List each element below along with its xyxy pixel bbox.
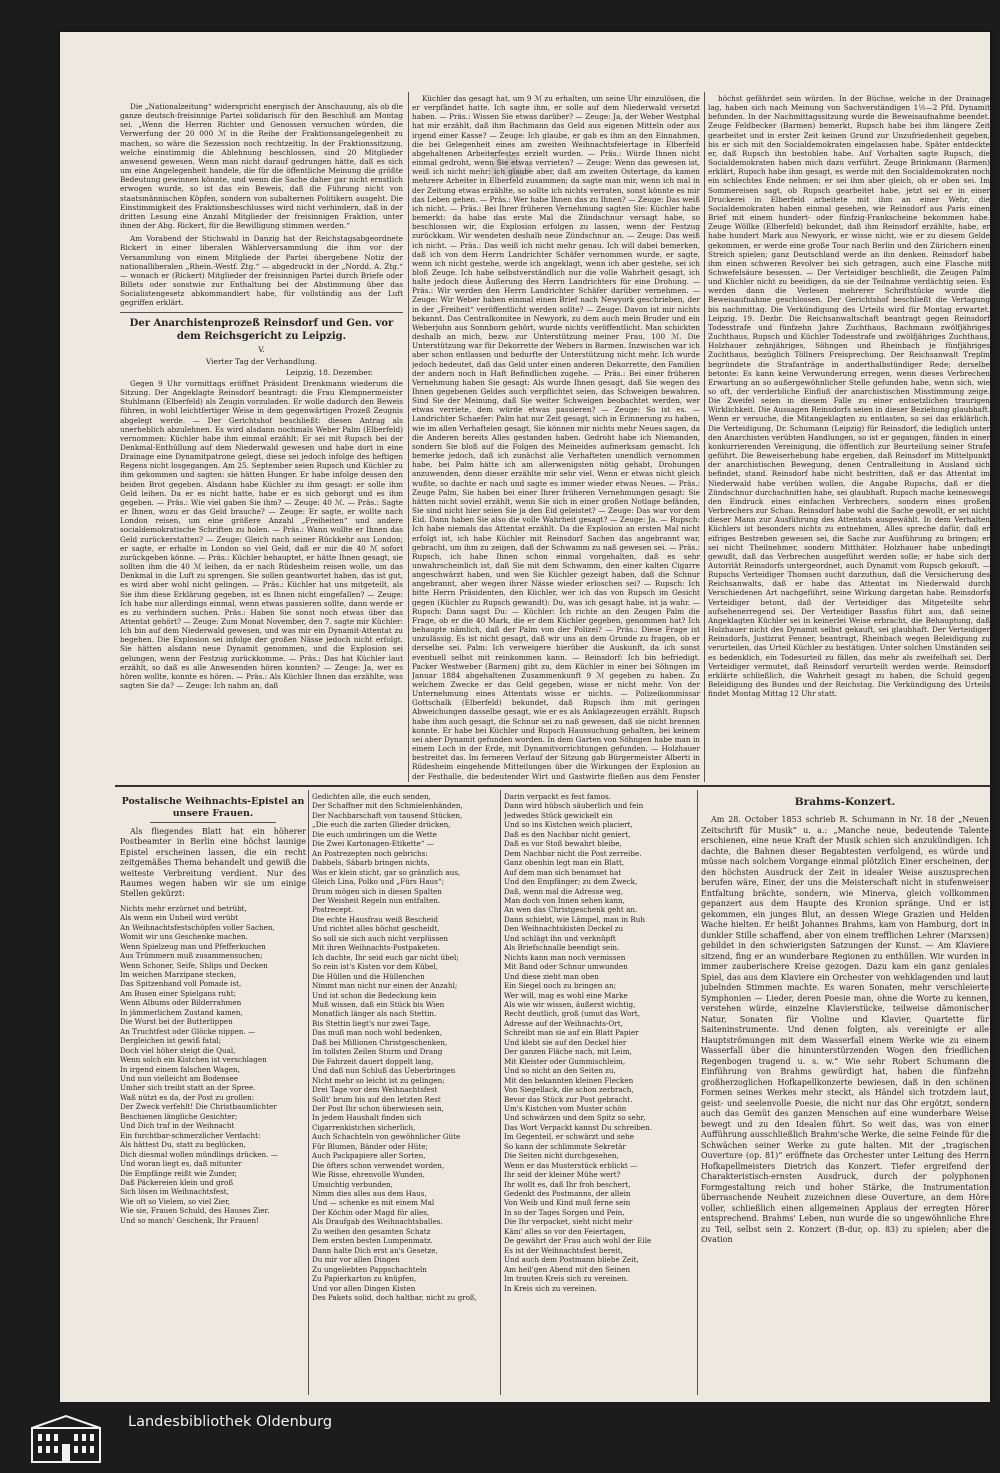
poem-verses-2: Gedichten alle, die euch senden, Der Schaffner mit den Schmielenhänden, Der Nachbarschaft von tausend Stücken, „Die euch die zarten Glieder drücken, Die euch umbringen um die Wette Die Zwei Kartonagen-Etikette“ — An Postrezepten noch gebrichs: Dabbels, Säbarb bringen nichts, Was er klein sticht, gar so gränzlich aus, Gleich Lina, Polko und „Fürs Haus“; Drum mögen sich in diesen Spalten Der Weisheit Regeln nun entfalten. Postrecept. Die echte Hausfrau weiß Bescheid Und richtet alles höchst gescheidt, So soll sie sich auch nicht verplüssen Mit ihren Weihnachts-Postpaketen. Ich dachte, Ihr seid euch gar nicht übel; So rein ist's Kisten vor dem Kübel, Die Hüllen und die Hüllenchen Nimmt man nicht nur einen der Anzahl; Und ist schon die Bedeckung kein Muß wissen, daß ein Stück bis Wien Monatlich länger als nach Stettin. Bis Stettin liegt's nur zwei Tage, Das muß man noch wohl bedenken, Daß bei Millionen Christgeschenken, Im tollsten Zeilen Sturm und Drang Die Fahrzeit dauert doppelt lang, Und daß nun Schluß das Ueberbringen Nicht mehr so leicht ist zu gelingen; Drei Tage vor dem Weihnachtsfest Sollt' brum bis auf den letzten Rest Der Post Ihr schon überwiesen sein, In jedem Haushalt finden sich Cigarrenkistchen sicherlich, Auch Schachteln von gewöhnlicher Güte Für Blumen, Bänder oder Hüte; Auch Packpapiere aller Sorten, Die öfters schon verwendet worden, Wie Risse, ehrenvolle Wunden, Umsichtig verbunden, Nimm dies alles aus dem Haus, Und — schenke es mit einem Mal Der Köchin oder Magd für alles, Als Draufgab des Weihnachtsballes. Zu weihen den gesamten Schatz Dem ersten besten Lumpenmatz. Dann halte Dich erst an's Gesetze, Du mir vor allen Dingen Zu ungeliebten Pappschachteln Zu Papierkarton zu knüpfen, Und vor allen Dingen Kisten Des Pakets solid, doch haltbar, nicht zu groß,	[312, 792, 478, 1303]
poem-column-2	[312, 792, 497, 1392]
column-right-top	[708, 94, 990, 782]
anarchist-trial-headline: Der Anarchistenprozeß Reinsdorf und Gen. vor dem Reichsgericht zu Leipzig.	[129, 318, 394, 343]
column-rule-2	[704, 92, 705, 782]
newspaper-page	[60, 32, 990, 1402]
brahms-title: Brahms-Konzert.	[794, 796, 896, 808]
poem-intro-column	[120, 792, 306, 1392]
column-rule-3	[308, 790, 309, 1395]
poem-verses-3: Darin verpackt es fest famos. Dann wird hübsch säuberlich und fein Jedwedes Stück gewickelt ein Und so ins Kistchen weich placiert, Daß es den Nachbar nicht geniert, Daß es vor Stoß bewahrt bleibe, Dem Nachbar nicht die Post zerreibe. Ganz obenhin legt man ein Blatt, Auf dem man sich benamset hat Und den Empfänger; zu dem Zweck, Daß, wenn mal die Adresse weg, Man doch von Innen sehen kann, An wen das Christgeschenk geht an. Dann schiebt, wie Lämpel, man in Ruh Den Weihnachtskisten Deckel zu Und schlägt ihn und verknüpft Als Briefschnalle beendigt sein. Nichts kann man noch vermissen Mit Band oder Schnur umwunden Und diese zieht man oben Ein Siegel noch zu bringen an; Wer will, mag es wohl eine Marke Als wie wir wissen, äußerst wichtig, Recht deutlich, groß (umut das Wort, Adresse auf der Weihnachts-Ort, Schreibt man sie auf ein Blatt Papier Und klebt sie auf den Deckel hier Der ganzen Fläche nach, mit Leim, Mit Kleister oder Gummischleim, Und so nicht an den Seiten zu, Mit den bekannten kleinen Flecken Von Siegellack, die schon zerbrach, Bevor das Stück zur Post gebracht. Um's Kistchen vom Muster schön Und schwärzen und dem Spitz so sehr, Das Wort Verpackt kannst Du schreiben. Im Gegenteil, er schwärzt und sehe So kann der schlimmste Sekretär Die Seiten nicht durchgesehen, Wenn er das Musterstück erblickt — Ihr seid der kleiner Mühe wert? Ihr wollt es, daß Ihr froh beschert, Gedenkt des Postmanns, der allein Von Weib und Kind muß ferne sein In so der Tages Sorgen und Pein, Die Ihr verpacket, sieht nicht mehr Käm' alles so vor den Feiertagen, De gewährt der Frau auch wohl der Eile Es ist der Weihnachtsfest bereit, Und auch dem Postmann bliebe Zeit, Am heil'gen Abend mit den Seinen Im trauten Kreis sich zu vereinen. In Kreis sich zu vereinen.	[504, 792, 653, 1293]
dateline: Leipzig, 18. Dezember.	[285, 367, 373, 377]
part-number: V.	[258, 345, 265, 355]
poem-column-3	[504, 792, 694, 1392]
section-divider	[115, 785, 990, 787]
column-mid-top	[412, 94, 700, 782]
danzig-paragraph: Am Vorabend der Stichwahl in Danzig hat der Reichstagsabgeordnete Rickert in einer liberalen Wählerversammlung die ihm vor der Versammlung von einem Mitgliede der Partei übergebene Notiz der nationalliberalen „Rhein.-Westf. Ztg.“ — abgedruckt in der „Nordd. A. Ztg.“ — wonach er (Rickert) Mitglieder der freisinnigen Partei durch Briefe oder Billets oder sonstwie zur Enthaltung bei der Abstimmung über das Socialistengesetz abkommandiert habe, für vollständig aus der Luft gegriffen erklärt.	[120, 234, 403, 308]
trial-day: Vierter Tag der Verhandlung.	[205, 356, 318, 366]
trial-report-text: Gegen 9 Uhr vormittags eröffnet Präsident Drenkmann wiederum die Sitzung. Der Angeklagte Reinsdorf beantragt: die Frau Klempnermeister Stuhlmann (Elberfeld) als Zeugin vorzuladen. Er wolle dadurch den Beweis führen, in wohl leichtfertiger Weise in dem gegenwärtigen Prozeß Zeugnis abgelegt werde. — Der Gerichtshof beschließt: diesen Antrag als unerheblich abzulehnen. Es wird alsdann nochmals Weber Palm (Elberfeld) vernommen: Küchler habe ihm einmal erzählt: Er sei mit Rupsch bei der Denkmal-Enthüllung auf dem Niederwald gewesen und habe dort in eine Drainage eine Dynamitpatrone gelegt, diese sei jedoch infolge des heftigen Regens nicht losgegangen. Am 25. September seien Rupsch und Küchler zu ihm gekommen und sagten: sie hätten Hunger. Er habe infolge dessen den beiden Brot gegeben. Alsdann habe Küchler zu ihm gesagt: er solle ihm Geld leihen. Da er es nicht hatte, habe er es sich geborgt und es ihm gegeben. — Präs.: Wie viel gaben Sie ihm? — Zeuge: 40 ℳ. — Präs.: Sagte er Ihnen, wozu er das Geld brauche? — Zeuge: Er sagte, er wollte nach London reisen, um eine größere Anzahl „Freiheiten“ und andere socialdemokratische Schriften zu holen. — Präs.: Wann wollte er Ihnen das Geld zurückerstatten? — Zeuge: Gleich nach seiner Rückkehr aus London; er sagte, er erhalte in London so viel Geld, daß er mir die 40 ℳ sofort zurückgeben könne. — Präs.: Küchler behauptet, er hätte Ihnen gesagt, sie sollten ihm die 40 ℳ leihen, da er nach Rüdesheim reisen wolle, um das Denkmal in die Luft zu sprengen. Sie sollen geantwortet haben, das ist gut, es wird aber wohl nicht gelingen. — Präs.: Küchler hat uns mitgeteilt, als Sie ihm diese Erklärung gegeben, ist es Ihnen nicht eingefallen? — Zeuge: Ich habe nur allerdings einmal, wenn etwas passieren sollte, dann werde er es zu verhindern suchen. Präs.: Haben Sie sonst noch etwas über das Attentat gehört? — Zeuge: Zum Monat November, den 7. sagte mir Küchler: Ich bin auf dem Niederwald gewesen, und was mir ein Dynamit-Attentat zu begehen. Die Explosion sei infolge der großen Nässe jedoch nicht erfolgt. Sie hätten alsdann neue Dynamit genommen, und die Explosion sei gelungen, wenn der Festzug zurückkomme. — Präs.: Das hat Küchler laut erzählt, so daß es alle Anwesenden hören konnten? — Zeuge: Ja, wer es hören wollte, konnte es hören. — Präs.: Als Küchler Ihnen das erzählte, was sagten Sie da? — Zeuge: Ich nahm an, daß	[120, 378, 403, 691]
column-rule-4	[500, 790, 501, 1395]
brahms-column	[701, 792, 989, 1392]
library-building-icon	[30, 1414, 102, 1464]
poem-title: Postalische Weihnachts-Epistel an unsere Frauen.	[121, 796, 305, 819]
footer-bar	[0, 1402, 1000, 1473]
poem-introduction: Als fliegendes Blatt hat ein höherer Postbeamter in Berlin eine höchst launige Epistel erscheinen lassen, die ein recht zeitgemäßes Thema behandelt und gewiß die weiteste Verbreitung verdient. Nur des Raumes wegen haben wir sie um einige Stellen gekürzt:	[120, 827, 306, 899]
library-name: Landesbibliothek Oldenburg	[128, 1414, 333, 1430]
trial-report-conclusion: höchst gefährdet sein würden. In der Büchse, welche in der Drainage lag, haben sich nach Meinung von Sachverständigen 1½—2 Pfd. Dynamit befunden. In der Nachmittagssitzung wurde die Beweisaufnahme beendet. Zeuge Feldbecker (Barmen) bemerkt, Rupsch habe bei ihm längere Zeit gearbeitet und in erster Zeit keinen Grund zur Unzufriedenheit gegeben, bis er sich mit den Socialdemokraten eingelassen habe. Später entdeckte er, daß Rupsch ihn bestohlen habe. Auf Vorhalten sagte Rupsch, die Socialdemokraten haben mich dazu verführt. Zeuge Brinkmann (Barmen) erklärt, Rupsch habe ihm gesagt, es werde mit den Socialdemokraten noch ein schlechtes Ende nehmen; er sei ihm aber gleich, ob er oben sei. Im Sommereisen sagt, ob Rupsch gearbeitet habe, jetzt sei er in einer Druckerei in Elberfeld arbeitete mit ihm an einer Wehr, die Socialdemokraten haben einmal gesehen, wie Reinsdorf aus Paris einen Brief mit einem hundert- oder fünfzig-Frankscheine bekommen habe. Zeuge Wöllke (Elberfeld) bekundet, daß ihm Reinsdorf erzählte, habe, er habe hundert Mark aus Newyork, er wisse nicht, wie er zu diesem Gelde gekommen, er werde eine große Tour nach Berlin und den Zürichern einen Streich spielen; ganz Deutschland werde an ihn denken. Reinsdorf habe ihm einen schweren Revolver bei sich getragen, auch eine Flasche mit Schwefelsäure besessen. — Der Verteidiger beschließt, die Zeugen Palm und Küchler nicht zu beeidigen, da sie der Teilnahme verdächtig seien. Es werden dann die Verlesen mehrerer Schriftstücke wurde die Beweisaufnahme geschlossen. Der Gerichtshof beschließt die Vertagung bis nachmittag. Die Verkündigung des Urteils wird für Montag erwartet. Leipzig, 19. Dezbr. Die Reichsanwaltschaft beantragt gegen Reinsdorf Todesstrafe und fünfzehn Jahre Zuchthaus, Bachmann zwölfjähriges Zuchthaus, Rupsch und Küchler Todesstrafe und zwölfjähriges Zuchthaus, Holzhauer zehnjähriges, Söhngen und Rheinbach je fünfjähriges Zuchthaus, bezüglich Töllners Freisprechung. Der Reichsanwalt Treplin begründete die Strafanträge in anderthalbstündiger Rede; derselbe betonte: Es kann keine Verwunderung erregen, wenn dieses Verbrechen Erwartung an so außergewöhnlicher Stelle gefunden habe, wenn sich, wie so oft, der verderbliche Einfluß der anarchistischen Misstimmung zeige. Die Zweifel seien in diesem Falle zu einer entsetzlichen traurigen Wirklichkeit. Die Aussagen Reinsdorfs seien in dieser Beziehung glaubhaft. Wenn er versuche, die Mitangeklagten zu entlasten, so sei das erklärlich. Die Verteidigung, Dr. Schumann (Leipzig) für Reinsdorf, die lediglich unter den Anarchisten verübten Handlungen, so ist er gegangen, fänden in einer konkurrierenden Vereinigung, die öffentlich zur Beurteilung seiner Strafe geführt. Die Beweiserhebung habe ergeben, daß Reinsdorf im Mittelpunkt der anarchistischen Bewegung, denen Centralleitung in Ausland sich befindet, stand. Reinsdorf habe nicht bestritten, daß er das Attentat im Niederwald habe verüben wollen, die Angabe Rupschs, daß er die Zündschnur durchschnitten habe, sei glaubhaft. Rupsch mache keineswegs den Eindruck eines einfachen Verbrechers, sondern eines großen Verbrechers zur Schau. Reinsdorf habe wohl die Sache gewollt, er sei nicht dieser Mann zur Ausführung des Attentats ausgewählt. In dem Verhalten Küchlers ist besonders nichts zu entnehmen, Alles spreche dafür, daß er eifriges Bestreben gewesen sei, die Sache zur Ausführung zu bringen; er sei nicht Theilnehmer, sondern Mitthäter. Holzhauer habe unbedingt gewußt, daß das Verbrechen ausgeführt werden solle; er habe sich der Autorität Reinsdorfs untergeordnet, auch Dynamit vom Rupsch gekauft. — Rupschs Verteidiger Thomsen sucht darzuthun, daß die Versicherung des Reichsanwalts, daß er habe das Attentat im Niederwald durch Verschiedenen Art nachgeführt, seine Wirkung dargetan habe. Reinsdorfs Verteidiger betont, daß der Verteidiger das Mitgeteilte sehr aufsehenerregend sei. Der Verteidiger Bassfus führt aus, daß seine Angeklagten Küchler sei in keinerlei Weise erbracht, die Behauptung, daß Holzhauer nicht des Dynamit selbst gekauft, sei glaubhaft. Der Verteidiger Reinsdorfs, Justizrat Fenner, beantragt, Rheinbach wegen Beleidigung zu verurteilen, das Urteil Küchler zu bestätigen. Unter solchen Umständen sei es bedenklich, ein Todesurteil zu fällen, das mehr als zweifelhaft sei. Der Verteidiger vermutet, daß Reinsdorf verurteilt werden werde. Reinsdorf erklärte schließlich, die Wahrheit gesagt zu haben, die Schuld gegen Beleidigung des Bundes und der Reichstag. Die Verkündigung des Urteils findet Montag Mittag 12 Uhr statt.	[708, 94, 990, 699]
column-rule-1	[408, 92, 409, 782]
column-rule-5	[697, 790, 698, 1395]
brahms-article: Am 28. October 1853 schrieb R. Schumann in Nr. 18 der „Neuen Zeitschrift für Musik“ u. a.: „Manche neue, bedeutende Talente erschienen, eine neue Kraft der Musik schien sich anzukündigen. Ich dachte, die Bahnen dieser Begabtesten verfolgend, es würde und müsse nach solchem Vorgange einmal plötzlich Einer erscheinen, der den höchsten Ausdruck der Zeit in idealer Weise auszusprechen berufen wäre, Einer, der uns die Meisterschaft nicht in stufenweiser Entfaltung brächte, sondern, wie Minerva, gleich vollkommen gepanzert aus dem Haupte des Kronion spränge. Und er ist gekommen, ein junges Blut, an dessen Wiege Grazien und Helden Wache hielten. Er heißt Johannes Brahms, kam von Hamburg, dort in dunkler Stille schaffend, aber von einem trefflichen Lehrer (Marxsen) gebildet in den schwierigsten Satzungen der Kunst. — Am Klaviere sitzend, fing er an wunderbare Regionen zu enthüllen. Wir wurden in immer zauberischere Kreise gezogen. Dazu kam ein ganz geniales Spiel, das aus dem Klaviere ein Orchester von wehklagenden und laut jubelnden Stimmen machte. Es waren Sonaten, mehr verschleierte Symphonien — Lieder, deren Poesie man, ohne die Worte zu kennen, verstehen würde, einzelne Klavierstücke, teilweise dämonischer Natur, Sonaten für Violine und Klavier, Quartette für Saiteninstrumente. Und denen folgten, als vereinigte er alle Hauptströmungen mit dem Wasserfall einem Werke wie zu einem Wasserfall über die hinunterstürzenden Wogen den friedlichen Regenbogen tragend u. s. w.“ Wie sehr Robert Schumann die Einführung von Brahms gewürdigt hat, haben die fünfzehn großherzoglichen Hofkapellkonzerte bewiesen, daß in den schönen Formen seines Werkes mehr steckt, als Händel sich trotzdem laut, geist- und seelenvolle Poesie, die nicht nur das Ohr ergötzt, sondern auch das Gemüt des ganzen Menschen auf eine wunderbare Weise bewegt und zu den Idealen führt. So weit das, was von einer Aufführung ausschließlich Brahm'sche Werke, die seine Feinde für die Schwächen seiner Werke zu gute halten. Mit der „tragischen Ouverture (op. 81)“ eröffnete das Orchester unter Leitung des Herrn Hofkapellmeisters Dietrich das Konzert. Tiefer ergreifend der Charakteristisch-ernsten Ausdruck, durch der polyphonen Formgestaltung reich und hoher Stärke, die Instrumentation überraschende Neuheit zuzeichnen diese Ouverture, an dem Höre voller, schließlich einen allgemeinen Applaus der erregten Hörer entsprechend. Brahms' Leben, nun wurde die so ungewöhnliche Ehre zu Teil, selbst sein 2. Konzert (B-dur, op. 83) zu spielen; aber die Ovation	[701, 815, 989, 1244]
poem-verses-1: Nichts mehr erzürnet und betrübt, Als wenn ein Unheil wird verübt An Weihnachtsfestschöpfen voller Sachen, Womit wir uns Geschenke machen. Wenn Spielzeug man und Pfefferkuchen Aus Trümmern muß zusammensuchen; Wenn Schoner, Seife, Shlips und Decken Im weichen Marzipane stecken, Das Spitzenband voll Pomade ist, Am Busen einer Spielgans ruht; Wenn Albums oder Bilderrahmen In jämmerlichem Zustand kamen, Die Wurst bei der Butterlippen An Truchtfest oder Glöcke nippen. — Dergleichen ist gewiß fatal; Doch viel höher steigt die Qual, Wenn solch ein Kistchen ist verschlagen In irgend einem falschen Wagen, Und nun vielleicht am Bodensee Umher sich treibt statt an der Spree. Waß nützt es da, der Post zu grollen: Der Zweck verfehlt! Die Christbaumlichter Beschienen längliche Gesichter; Und Dich traf in der Weihnacht Ein furchtbar-schmerzlicher Verdacht: Als hättest Du, statt zu beglücken, Dich diesmal wollen mündlings drücken. — Und woran liegt es, daß mitunter Die Empfänge reißt wie Zunder, Daß Päckereien klein und groß Sich lösen im Weihnachtsfest, Wie oft so Vielem, so viel Zier, Wie sie, Frauen Schuld, des Hauses Zier. Und so manch' Geschenk, Ihr Frauen!	[120, 903, 278, 1225]
bleed-through-mark: ❧	[485, 132, 536, 202]
nationalzeitung-paragraph: Die „Nationalzeitung“ widerspricht energisch der Anschauung, als ob die ganze deutsch-freisinnige Partei solidarisch für den Beschluß am Montag sei. „Wenn die Herren Richter und Genossen versuchen würden, die Verwerfung der 20 000 ℳ in die Reihe der Fraktionsangelegenheit zu machen, so wäre die Sezession noch rechtzeitig. In der Fraktionssitzung, welche einstimmig die Ablehnung beschlossen, sind 20 Mitglieder anwesend gewesen. Wenn man nicht darauf gedrungen hätte, daß es sich um eine Angelegenheit handele, die für die öffentliche Meinung die größte Bedeutung gewinnen könnte, und wenn die Sache daher gar nicht ernstlich erwogen wurde, so ist das ein Beweis, daß die Führung nicht von staatsmännischen Köpfen, sondern von subalternen Politikern ausgeht. Die Einstimmigkeit des Fraktionsbeschlusses wird nicht verhindern, daß in der dritten Lesung eine Anzahl Mitglieder der freisinnigen Fraktion, unter ihnen der Abg. Rickert, für die Bewilligung stimmen werden.“	[120, 102, 403, 231]
column-left-top	[120, 102, 403, 782]
trial-report-continued: Küchler das gesagt hat, um 9 ℳ zu erhalten, um seine Uhr einzulösen, die er verpfändet hatte. Ich sagte ihm, er solle auf dem Niederwald versetzt haben. — Präs.: Wissen Sie etwas darüber? — Zeuge: Ja, der Weber Westphal hat mir erzählt, daß ihm Bachmann das Geld aus eigenen Mitteln oder aus irgend einer Kasse? — Zeuge: Ich glaube, er gab es ihm an den Einnahmen, die bei Gelegenheit eines am zweiten Weihnachtsfeiertage in Elberfeld abgehaltenen Arbeiterfestes erzielt wurden. — Präs.: Würde Ihnen nicht einmal gedroht, wenn Sie etwas verrieten? — Zeuge: Wenn das gewesen ist, weiß ich nicht mehr; ich glaube aber, daß am zweiten Ostertage, da kamen mehrere Arbeiter in Elberfeld zusammen; da sagte man mir, wenn ich mal in der Zeitung etwas erzählte, so sollte ich nichts verraten, sonst könnte es mir das Leben gehen. — Präs.: Wer habe Ihnen das zu Ihnen? — Zeuge: Das weiß ich nicht. — Präs.: Bei Ihrer früheren Vernehmung sagten Sie: Küchler habe bemerkt: da habe das erste Mal die Zündschnur versagt habe, so beschlossen wir, die Explosion erfolgen zu lassen, wenn der Festzug zurückkam. Wir wendeten deshalb neue Zündschnur an. — Zeuge: Das weiß ich nicht. — Präs.: Das weiß ich nicht mehr genau. Ich will dabei bemerken, daß ich von dem Herrn Landrichter Schäfer vernommen wurde, er sagte, wenn ich nicht gestehe, werde ich angeklagt, wenn ich aber gestehe, sei ich bloß Zeuge. Ich habe selbstverständlich nur die volle Wahrheit gesagt, ich halte jedoch diese Äußerung des Herrn Landrichters für eine Drohung. — Präs.: Wir werden den Herrn Landrichter Schäfer darüber vernehmen. — Zeuge: Wir Weber haben einmal einen Brief nach Newyork geschrieben, der in der „Freiheit“ veröffentlicht werden sollte? — Zeuge: Davon ist mir nichts bekannt. Das Centralkomitee in Newyork, zu dem auch mein Bruder und ein Weberjohn aus Sonnborn gehört, wurde nichts veröffentlicht. Man schickten deshalb an mich, bezw. zur Unterstützung meiner Frau, 100 ℳ. Die Unterstützung war für Dekorrette der Webers in Barmen. Inzwischen war ich aber schon entlassen und bedurfte der Unterstützung nicht mehr. Ich wurde jedoch bedeutet, daß das Geld unter einen anderen Dekorrette, den Familien der andern noch in Haft Befindlichen zugehe. — Präs.: Bei einer früheren Vernehmung haben Sie gesagt: Als wurde Ihnen gesagt, daß Sie wegen des Ihnen gegebenen Geldes auch verpflichtet seien, das Schweigen bewahren. Sind Sie der Meinung, daß Sie weiter Schweigen beobachtet werden, wer etwas verriete, dem würde etwas passieren? — Zeuge: So ist es. — Landrichter Schaefer: Palm hat nur Zeit gesagt, sich in Erinnerung zu haben, wie im allen Verhaftelen gesagt, Sie können mir nichts mehr Neues sagen, da die Anderen bereits Alles gestanden haben. Gedroht habe ich Niemanden, sondern Sie bloß auf die Folgen des Meineides aufmerksam gemacht. Ich bemerke jedoch, daß ich zunächst alle Verhafteten unendlich vernommen habe, bei Palm hätte ich am allerwenigsten nötig gehabt, Drohungen anzuwenden, denn dieser erzählte mir sehr viel. Wenn er etwas nicht gleich wußte, so dachte er nach und sagte es immer wieder etwas Neues. — Präs.: Zeuge Palm, Sie haben bei einer Ihrer früheren Vernehmungen gesagt: Sie hätten nicht soviel erzählt, wenn Sie sich in einer großen Notlage befänden, Sie sind nicht hier seien Sie ja den Eid geleistet? — Zeuge: Das war vor dem Eid. Dann haben Sie also die volle Wahrheit gesagt? — Zeuge: Ja. — Rupsch: Ich habe niemals das Attentat erzählt. Da die Explosion an ersten Mal nicht erfolgt ist, ich habe Küchler mit Reinsdorf Sachen das angebrannt war, gebracht, um ihm zu zeigen, daß der Schwamm zu naß gewesen sei. — Präs.: Rupsch, ich habe Ihnen schon einmal vorgehalten, daß es sehr unwahrscheinlich ist, daß Sie mit dem Schwamm, den einer kalten Cigarre angeschwärzt haben, und wen Sie Küchler gezeigt haben, daß die Schnur angebrannt, aber wegen ihrer Nässe wieder erloschen sei? — Rupsch: Ich bitte Herrn Präsidenten, den Küchler, wer ich das von Rupsch im Gesicht gegen (Küchler zu Rupsch gewandt): Du, was ich gesagt habe, ist ja wahr. — Rupsch: Dann sagst Du: — Küchler: Ich richte an den Zeugen Palm die Frage, ob er die 40 Mark, die er dem Küchler gegeben, genommen hat? Ich behaupte nämlich, daß der Palm von der Polizei? — Präs.: Diese Frage ist unzulässig. Es ist nicht gesagt, daß wir uns an dem Grunde zu fragen, ob er derselbe sei. Palm: Ich verweigere hierüber die Auskunft, da ich sonst eventuell selbst mit reinkommen kann. — Reinsdorf: Ich bin befriedigt. Packer Westweber (Barmen) gibt zu, dem Küchler in einer bei Söhngen im Januar 1884 abgehaltenen Zusammenkunft 9 ℳ gegeben zu haben. Zu welchem Zwecke er das Geld gegeben, wisse er nicht mehr. Von der Unternehmung eines Attentats wisse er nichts. — Polizeikommissar Gottschalk (Elberfeld) bekundet, daß Rupsch ihm mit geringen Abweichungen dasselbe gesagt, wie er es als Anklagezeugen erzählt. Rupsch habe ihm auch gesagt, die Schnur sei zu naß gewesen, daß sie nicht brennen konnte. Er habe bei Küchler und Rupsch Haussuchung gehalten, bei keinem sei aber Dynamit gefunden worden. In dem Garten von Söhngen habe man in einem Loch in der Erde, mit Dynamitvorrichtungen gefunden. — Holzhauer bestreitet das. Im ferneren Verlauf der Sitzung gab Bürgermeister Alberti in Rüdesheim eingehende Mitteilungen über die Wirkungen der Explosion an der Festhalle, die bedeutender Wirt und Gastwirte fließen aus dem Fenster	[412, 94, 700, 781]
